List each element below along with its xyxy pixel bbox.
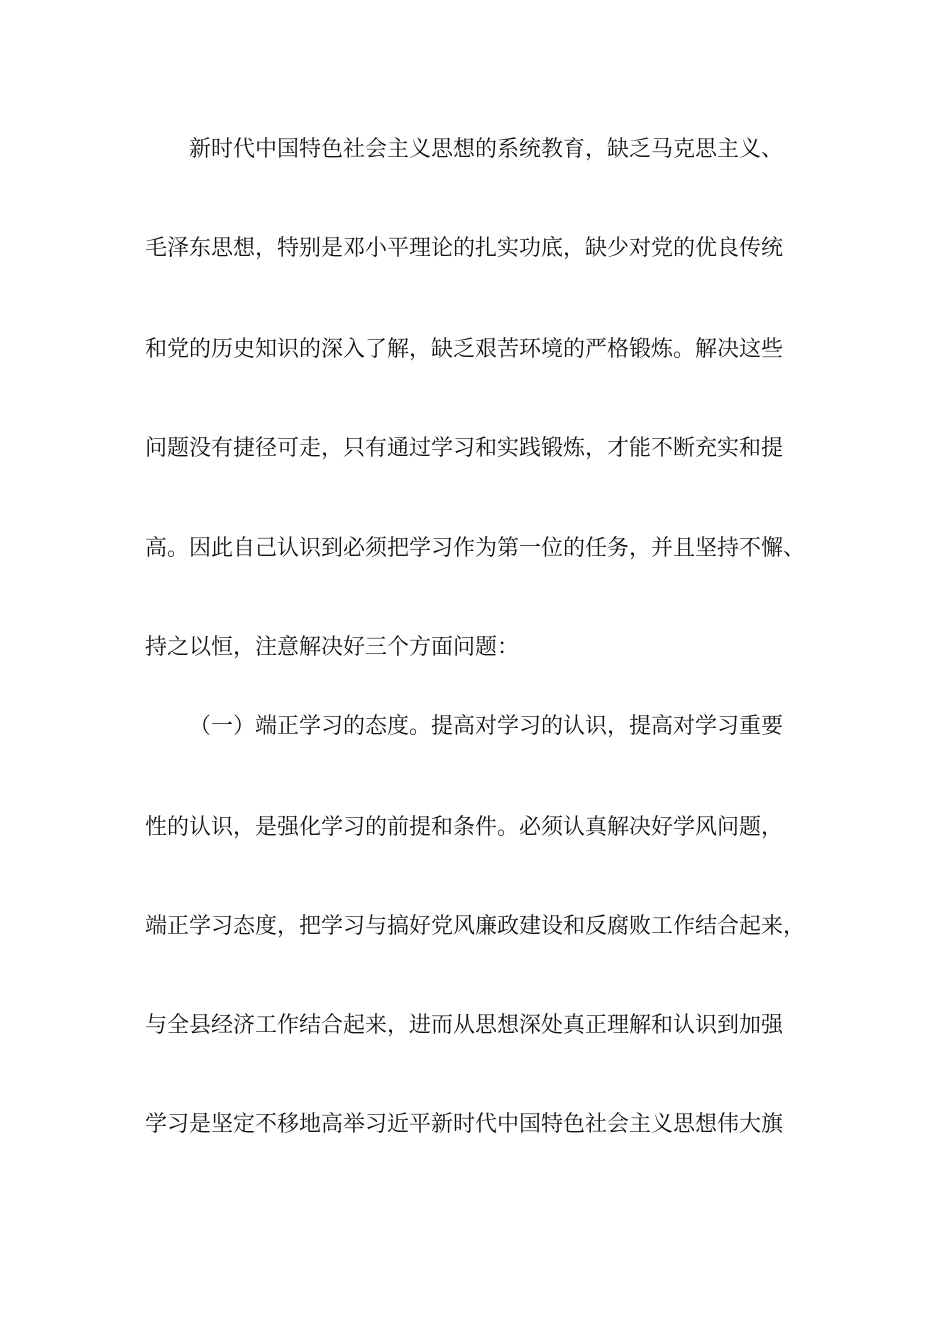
paragraph-line: 高。因此自己认识到必须把学习作为第一位的任务，并且坚持不懈、 xyxy=(145,536,806,561)
paragraph-line: 与全县经济工作结合起来，进而从思想深处真正理解和认识到加强 xyxy=(145,1013,784,1038)
paragraph-line: 问题没有捷径可走，只有通过学习和实践锻炼，才能不断充实和提 xyxy=(145,436,784,461)
paragraph-line: 和党的历史知识的深入了解，缺乏艰苦环境的严格锻炼。解决这些 xyxy=(145,337,784,362)
paragraph-line: 毛泽东思想，特别是邓小平理论的扎实功底，缺少对党的优良传统 xyxy=(145,236,784,261)
paragraph-line: 性的认识，是强化学习的前提和条件。必须认真解决好学风问题， xyxy=(145,815,784,840)
paragraph-line: 新时代中国特色社会主义思想的系统教育，缺乏马克思主义、 xyxy=(189,137,784,162)
paragraph-line: 学习是坚定不移地高举习近平新时代中国特色社会主义思想伟大旗 xyxy=(145,1112,784,1137)
paragraph-line: 持之以恒，注意解决好三个方面问题： xyxy=(145,635,520,660)
paragraph-line: （一）端正学习的态度。提高对学习的认识，提高对学习重要 xyxy=(189,714,784,739)
paragraph-line: 端正学习态度，把学习与搞好党风廉政建设和反腐败工作结合起来， xyxy=(145,914,806,939)
